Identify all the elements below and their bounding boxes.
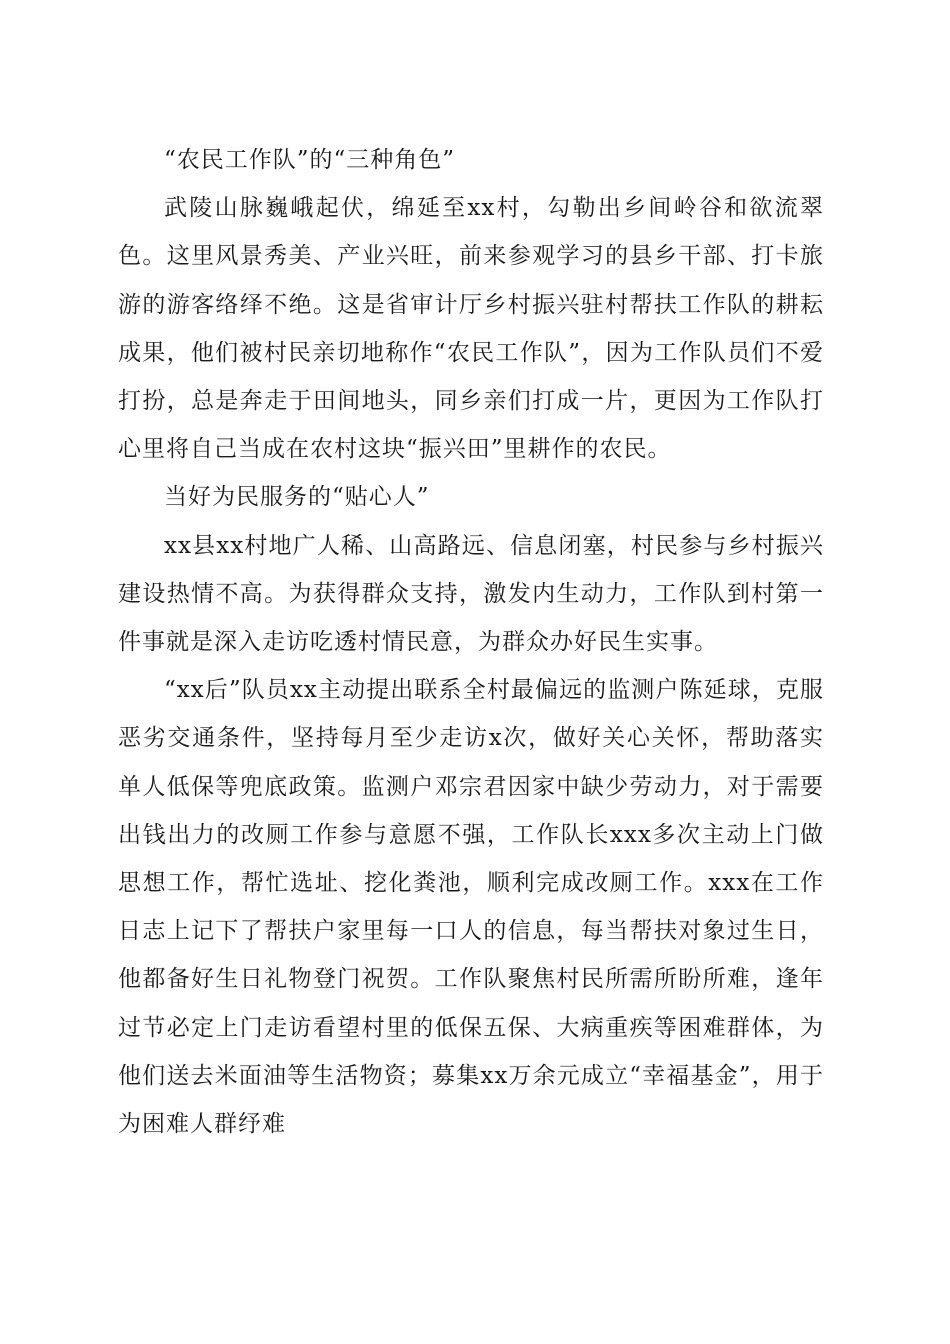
intro-paragraph: 武陵山脉巍峨起伏，绵延至xx村，勾勒出乡间岭谷和欲流翠色。这里风景秀美、产业兴旺，前来参观学习的县乡干部、打卡旅游的游客络绎不绝。这是省审计厅乡村振兴驻村帮扶工作队的耕耘成果，他们被村民亲切地称作“农民工作队”，因为工作队员们不爱打扮，总是奔走于田间地头，同乡亲们打成一片，更因为工作队打心里将自己当成在农村这块“振兴田”里耕作的农民。 xyxy=(118,195,824,463)
section-heading-caring-servant: 当好为民服务的“贴心人” xyxy=(164,484,430,511)
section-heading-three-roles: “农民工作队”的“三种角色” xyxy=(164,147,456,173)
village-situation-paragraph: xx县xx村地广人稀、山高路远、信息闭塞，村民参与乡村振兴建设热情不高。为获得群众支持，激发内生动力，工作队到村第一件事就是深入走访吃透村情民意，为群众办好民生实事。 xyxy=(118,532,824,656)
team-member-actions-paragraph: “xx后”队员xx主动提出联系全村最偏远的监测户陈延球，克服恶劣交通条件，坚持每月至少走访x次，做好关心关怀，帮助落实单人低保等兜底政策。监测户邓宗君因家中缺少劳动力，对于需要出钱出力的改厕工作参与意愿不强，工作队长xxx多次主动上门做思想工作，帮忙选址、挖化粪池，顺利完成改厕工作。xxx在工作日志上记下了帮扶户家里每一口人的信息，每当帮扶对象过生日，他都备好生日礼物登门祝贺。工作队聚焦村民所需所盼所难，逢年过节必定上门走访看望村里的低保五保、大病重疾等困难群体，为他们送去米面油等生活物资；募集xx万余元成立“幸福基金”，用于为困难人群纾难 xyxy=(118,677,824,1138)
document-body xyxy=(118,136,824,1148)
